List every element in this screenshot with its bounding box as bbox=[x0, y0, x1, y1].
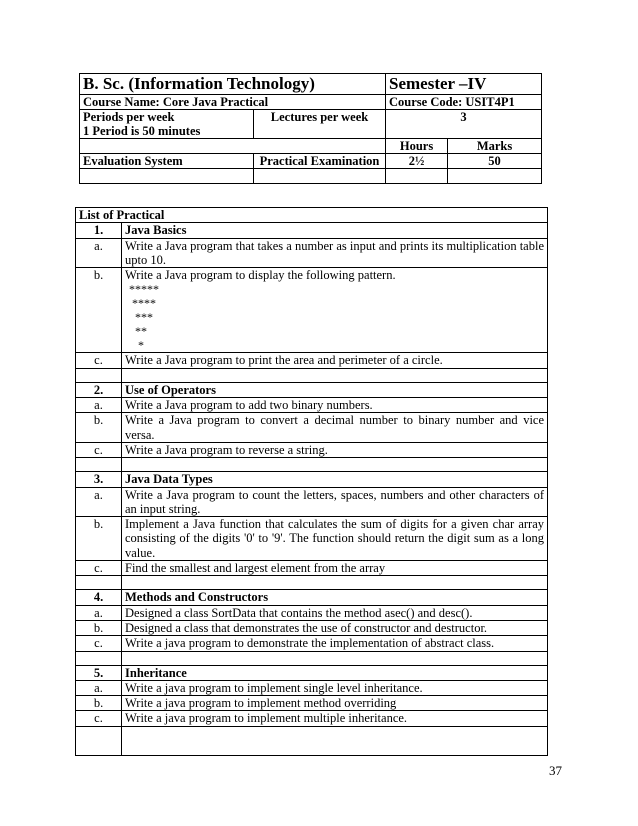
course-code: Course Code: USIT4P1 bbox=[386, 95, 542, 110]
empty-cell bbox=[76, 368, 122, 382]
item-letter: c. bbox=[76, 442, 122, 457]
spacer-row bbox=[76, 576, 548, 590]
unit-row bbox=[76, 382, 548, 397]
practical-item-row bbox=[76, 398, 548, 413]
item-cell bbox=[122, 517, 548, 561]
unit-topic: Java Basics bbox=[122, 223, 548, 238]
star-pattern: ***** **** *** ** * bbox=[129, 282, 159, 353]
page-number: 37 bbox=[549, 763, 562, 778]
hours-label: Hours bbox=[386, 139, 448, 154]
practical-item-row bbox=[76, 517, 548, 561]
unit-row bbox=[76, 223, 548, 238]
item-text: Write a Java program to display the following pattern. bbox=[125, 268, 396, 283]
item-text: Write a Java program to add two binary numbers. bbox=[125, 398, 373, 413]
spacer-row bbox=[76, 651, 548, 665]
item-text: Write a Java program to convert a decimal number to binary number and vice versa. bbox=[125, 413, 545, 442]
item-cell bbox=[122, 680, 548, 695]
empty-cell bbox=[386, 169, 448, 184]
item-text: Write a java program to implement multiple inheritance. bbox=[125, 711, 408, 726]
practical-item-row bbox=[76, 636, 548, 651]
item-text: Write a Java program that takes a number as input and prints its multiplication table upto 10. bbox=[125, 238, 545, 267]
marks-value: 50 bbox=[448, 154, 542, 169]
empty-cell bbox=[76, 651, 122, 665]
practical-item-row bbox=[76, 413, 548, 443]
item-letter: b. bbox=[76, 517, 122, 561]
unit-number: 3. bbox=[76, 472, 122, 487]
item-text: Write a Java program to reverse a string. bbox=[125, 442, 328, 457]
unit-topic: Use of Operators bbox=[122, 382, 548, 397]
item-cell bbox=[122, 353, 548, 368]
item-text: Designed a class SortData that contains the method asec() and desc(). bbox=[125, 605, 473, 620]
course-row bbox=[80, 95, 542, 110]
unit-number: 2. bbox=[76, 382, 122, 397]
item-text: Write a java program to implement single level inheritance. bbox=[125, 680, 423, 695]
practical-list-table bbox=[75, 207, 548, 756]
unit-topic: Methods and Constructors bbox=[122, 590, 548, 605]
lectures-label: Lectures per week bbox=[254, 110, 386, 139]
periods-cell bbox=[80, 110, 254, 139]
practical-item-row bbox=[76, 711, 548, 726]
practical-item-row bbox=[76, 561, 548, 576]
unit-number: 4. bbox=[76, 590, 122, 605]
item-letter: b. bbox=[76, 413, 122, 443]
marks-label: Marks bbox=[448, 139, 542, 154]
practical-item-row bbox=[76, 268, 548, 353]
item-cell bbox=[122, 605, 548, 620]
unit-topic: Java Data Types bbox=[122, 472, 548, 487]
item-letter: a. bbox=[76, 680, 122, 695]
practical-item-row bbox=[76, 238, 548, 268]
semester-label: Semester –IV bbox=[386, 74, 542, 95]
empty-cell bbox=[122, 726, 548, 755]
empty-cell bbox=[80, 169, 254, 184]
unit-row bbox=[76, 472, 548, 487]
item-letter: a. bbox=[76, 398, 122, 413]
unit-topic: Inheritance bbox=[122, 665, 548, 680]
practical-item-row bbox=[76, 442, 548, 457]
item-cell bbox=[122, 620, 548, 635]
practical-item-row bbox=[76, 353, 548, 368]
item-letter: b. bbox=[76, 268, 122, 353]
item-cell bbox=[122, 561, 548, 576]
period-duration: 1 Period is 50 minutes bbox=[83, 124, 201, 138]
item-cell bbox=[122, 238, 548, 268]
item-letter: c. bbox=[76, 711, 122, 726]
periods-row bbox=[80, 110, 542, 139]
item-letter: c. bbox=[76, 561, 122, 576]
exam-label: Practical Examination bbox=[254, 154, 386, 169]
item-text: Implement a Java function that calculates the sum of digits for a given char array consisting of the digits '0' to '9'. The function should return the digit sum as a long value. bbox=[125, 517, 545, 560]
practical-item-row bbox=[76, 620, 548, 635]
lectures-value: 3 bbox=[386, 110, 542, 139]
item-letter: b. bbox=[76, 620, 122, 635]
empty-cell bbox=[254, 169, 386, 184]
item-text: Write a java program to demonstrate the implementation of abstract class. bbox=[125, 636, 495, 651]
item-letter: b. bbox=[76, 696, 122, 711]
course-name: Course Name: Core Java Practical bbox=[80, 95, 386, 110]
item-cell bbox=[122, 442, 548, 457]
program-title: B. Sc. (Information Technology) bbox=[80, 74, 386, 95]
empty-cell bbox=[122, 368, 548, 382]
item-letter: a. bbox=[76, 487, 122, 517]
empty-cell bbox=[80, 139, 386, 154]
item-text: Designed a class that demonstrates the use of constructor and destructor. bbox=[125, 620, 488, 635]
item-letter: a. bbox=[76, 238, 122, 268]
evaluation-row bbox=[80, 154, 542, 169]
blank-row bbox=[80, 169, 542, 184]
unit-row bbox=[76, 590, 548, 605]
item-text: Find the smallest and largest element from the array bbox=[125, 561, 386, 576]
spacer-row bbox=[76, 368, 548, 382]
item-cell bbox=[122, 636, 548, 651]
item-cell bbox=[122, 711, 548, 726]
item-cell bbox=[122, 487, 548, 517]
item-cell bbox=[122, 268, 548, 353]
empty-cell bbox=[76, 458, 122, 472]
practical-list-title-row bbox=[76, 208, 548, 223]
hours-marks-row bbox=[80, 139, 542, 154]
empty-cell bbox=[122, 576, 548, 590]
item-text: Write a Java program to count the letters, spaces, numbers and other characters of an input string. bbox=[125, 487, 545, 516]
unit-row bbox=[76, 665, 548, 680]
item-text: Write a java program to implement method overriding bbox=[125, 696, 397, 711]
empty-cell bbox=[122, 651, 548, 665]
empty-cell bbox=[76, 576, 122, 590]
program-row bbox=[80, 74, 542, 95]
practical-item-row bbox=[76, 605, 548, 620]
evaluation-label: Evaluation System bbox=[80, 154, 254, 169]
spacer-row bbox=[76, 726, 548, 755]
course-header-table bbox=[79, 73, 542, 184]
empty-cell bbox=[122, 458, 548, 472]
empty-cell bbox=[448, 169, 542, 184]
practical-list-title: List of Practical bbox=[76, 208, 548, 223]
item-cell bbox=[122, 696, 548, 711]
hours-value: 2½ bbox=[386, 154, 448, 169]
periods-per-week: Periods per week bbox=[83, 110, 175, 124]
item-letter: c. bbox=[76, 353, 122, 368]
practical-item-row bbox=[76, 487, 548, 517]
practical-item-row bbox=[76, 696, 548, 711]
practical-item-row bbox=[76, 680, 548, 695]
item-cell bbox=[122, 413, 548, 443]
spacer-row bbox=[76, 458, 548, 472]
empty-cell bbox=[76, 726, 122, 755]
item-letter: a. bbox=[76, 605, 122, 620]
item-text: Write a Java program to print the area and perimeter of a circle. bbox=[125, 353, 443, 368]
unit-number: 5. bbox=[76, 665, 122, 680]
item-letter: c. bbox=[76, 636, 122, 651]
unit-number: 1. bbox=[76, 223, 122, 238]
item-cell bbox=[122, 398, 548, 413]
